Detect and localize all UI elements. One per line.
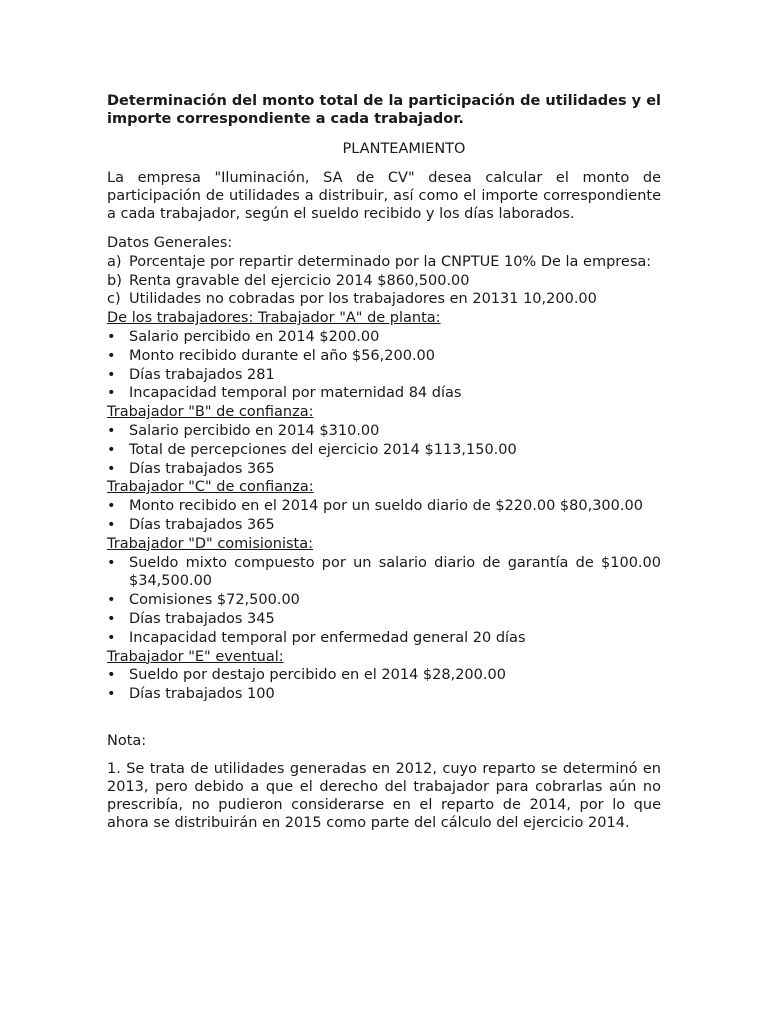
title-end: . bbox=[458, 111, 464, 127]
bullet-icon: • bbox=[107, 629, 116, 646]
bullet-icon: • bbox=[107, 667, 116, 684]
item-letter: c) bbox=[107, 291, 121, 308]
list-item-text: Incapacidad temporal por maternidad 84 días bbox=[129, 385, 462, 402]
document-title bbox=[107, 92, 661, 128]
item-text: Porcentaje por repartir determinado por la CNPTUE 10% De la empresa: bbox=[129, 253, 652, 270]
list-item bbox=[107, 591, 661, 610]
list-item-text: Monto recibido en el 2014 por un sueldo diario de $220.00 $80,300.00 bbox=[129, 498, 643, 515]
bullet-icon: • bbox=[107, 385, 116, 402]
document-page bbox=[107, 92, 661, 832]
nota-label: Nota: bbox=[107, 732, 147, 749]
title-main: Determinación del monto total de la participación de utilidades y el importe correspondiente a cada trabajador bbox=[107, 93, 661, 127]
list-item-text: Días trabajados 365 bbox=[129, 516, 275, 533]
list-item bbox=[107, 666, 661, 685]
bullet-icon: • bbox=[107, 592, 116, 609]
datos-item-b bbox=[107, 272, 661, 291]
datos-item-c bbox=[107, 290, 661, 309]
list-item-text: Incapacidad temporal por enfermedad general 20 días bbox=[129, 629, 526, 646]
bullet-icon: • bbox=[107, 366, 116, 383]
bullet-icon: • bbox=[107, 347, 116, 364]
item-text: Renta gravable del ejercicio 2014 $860,500.00 bbox=[129, 272, 470, 289]
list-item bbox=[107, 441, 661, 460]
worker-e-label: Trabajador "E" eventual: bbox=[107, 648, 284, 665]
worker-e-list bbox=[107, 666, 661, 704]
worker-a-label: De los trabajadores: Trabajador "A" de planta: bbox=[107, 310, 441, 327]
list-item-text: Salario percibido en 2014 $200.00 bbox=[129, 328, 380, 345]
worker-b-label: Trabajador "B" de confianza: bbox=[107, 404, 314, 421]
list-item bbox=[107, 629, 661, 648]
list-item-text: Días trabajados 100 bbox=[129, 686, 275, 703]
bullet-icon: • bbox=[107, 460, 116, 477]
list-item bbox=[107, 554, 661, 592]
bullet-icon: • bbox=[107, 498, 116, 515]
item-letter: b) bbox=[107, 272, 122, 289]
list-item-text: Total de percepciones del ejercicio 2014 $113,150.00 bbox=[129, 441, 517, 458]
worker-d-label: Trabajador "D" comisionista: bbox=[107, 535, 314, 552]
bullet-icon: • bbox=[107, 610, 116, 627]
datos-generales-label: Datos Generales: bbox=[107, 235, 233, 251]
list-item-text: Salario percibido en 2014 $310.00 bbox=[129, 422, 380, 439]
bullet-icon: • bbox=[107, 686, 116, 703]
list-item bbox=[107, 497, 661, 516]
worker-c-label: Trabajador "C" de confianza: bbox=[107, 479, 314, 496]
list-item bbox=[107, 460, 661, 479]
list-item bbox=[107, 366, 661, 385]
list-item bbox=[107, 422, 661, 441]
bullet-icon: • bbox=[107, 422, 116, 439]
list-item-text: Días trabajados 365 bbox=[129, 460, 275, 477]
data-block bbox=[107, 234, 661, 704]
list-item-text: Días trabajados 281 bbox=[129, 366, 275, 383]
list-item bbox=[107, 685, 661, 704]
list-item bbox=[107, 610, 661, 629]
bullet-icon: • bbox=[107, 516, 116, 533]
nota-paragraph: 1. Se trata de utilidades generadas en 2012, cuyo reparto se determinó en 2013, pero debido a que el derecho del trabajador para cobrarlas aún no prescribía, no pudieron considerarse en el reparto de 2014, por lo que ahora se distribuirán en 2015 como parte del cálculo del ejercicio 2014. bbox=[107, 760, 661, 831]
item-text: Utilidades no cobradas por los trabajadores en 20131 10,200.00 bbox=[129, 291, 597, 308]
list-item-text: Monto recibido durante el año $56,200.00 bbox=[129, 347, 436, 364]
item-letter: a) bbox=[107, 253, 122, 270]
worker-d-list bbox=[107, 554, 661, 648]
list-item-text: Sueldo por destajo percibido en el 2014 $28,200.00 bbox=[129, 667, 506, 684]
bullet-icon: • bbox=[107, 328, 116, 345]
list-item-text: Comisiones $72,500.00 bbox=[129, 592, 300, 609]
bullet-icon: • bbox=[107, 554, 116, 571]
worker-b-list bbox=[107, 422, 661, 478]
list-item bbox=[107, 347, 661, 366]
worker-a-list bbox=[107, 328, 661, 403]
list-item bbox=[107, 384, 661, 403]
worker-c-list bbox=[107, 497, 661, 535]
list-item-text: Días trabajados 345 bbox=[129, 610, 275, 627]
list-item bbox=[107, 328, 661, 347]
intro-paragraph: La empresa "Iluminación, SA de CV" desea calcular el monto de participación de utilidades a distribuir, así como el importe correspondiente a cada trabajador, según el sueldo recibido y los días laborados. bbox=[107, 170, 661, 222]
section-heading: PLANTEAMIENTO bbox=[342, 141, 466, 157]
list-item-text: Sueldo mixto compuesto por un salario diario de garantía de $100.00 $34,500.00 bbox=[129, 554, 661, 590]
list-item bbox=[107, 516, 661, 535]
datos-item-a bbox=[107, 253, 661, 272]
bullet-icon: • bbox=[107, 441, 116, 458]
